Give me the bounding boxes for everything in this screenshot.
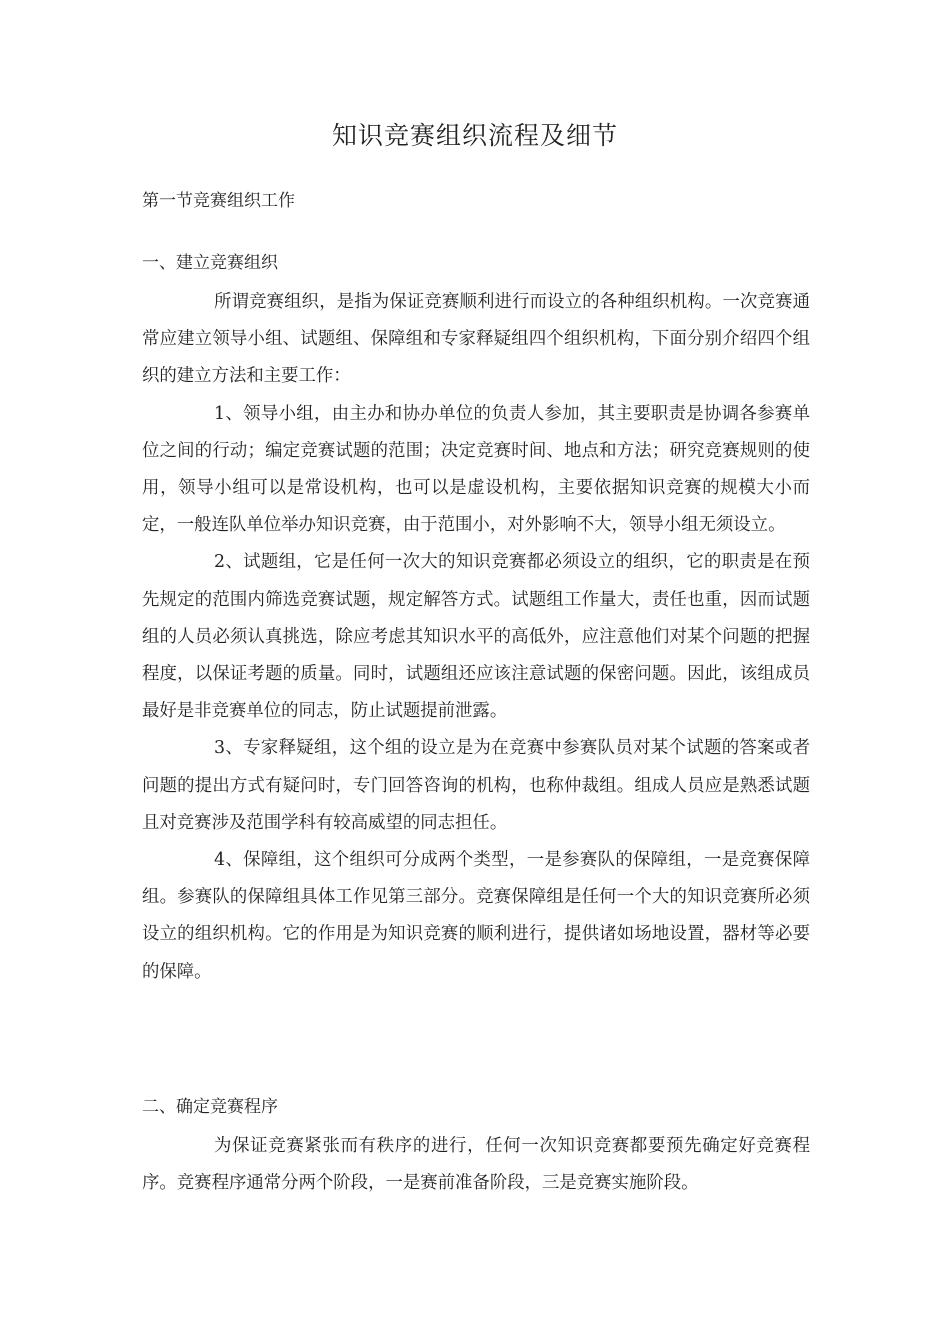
paragraph-support-group: 4、保障组，这个组织可分成两个类型，一是参赛队的保障组，一是竞赛保障组。参赛队的保障组具体工作见第三部分。竞赛保障组是任何一个大的知识竞赛所必须设立的组织机构。它的作用是为知识竞赛的顺利进行，提供诸如场地设置，器材等必要的保障。 [142, 850, 810, 982]
paragraph-expert-group: 3、专家释疑组，这个组的设立是为在竞赛中参赛队员对某个试题的答案或者问题的提出方式有疑问时，专门回答咨询的机构，也称仲裁组。组成人员应是熟悉试题且对竞赛涉及范围学科有较高威望的同志担任。 [142, 738, 810, 833]
paragraph-procedure: 为保证竞赛紧张而有秩序的进行，任何一次知识竞赛都要预先确定好竞赛程序。竞赛程序通常分两个阶段，一是赛前准备阶段，三是竞赛实施阶段。 [142, 1136, 810, 1194]
part1-body [142, 284, 810, 991]
part1-heading: 一、建立竞赛组织 [142, 253, 278, 273]
paragraph-intro: 所谓竞赛组织，是指为保证竞赛顺利进行而设立的各种组织机构。一次竞赛通常应建立领导小组、试题组、保障组和专家释疑组四个组织机构，下面分别介绍四个组织的建立方法和主要工作： [142, 292, 810, 387]
part2-heading: 二、确定竞赛程序 [142, 1097, 278, 1117]
paragraph-leadership-group: 1、领导小组，由主办和协办单位的负责人参加，其主要职责是协调各参赛单位之间的行动；编定竞赛试题的范围；决定竞赛时间、地点和方法；研究竞赛规则的使用，领导小组可以是常设机构，也可以是虚设机构，主要依据知识竞赛的规模大小而定，一般连队单位举办知识竞赛，由于范围小，对外影响不大，领导小组无须设立。 [142, 403, 810, 536]
document-title: 知识竞赛组织流程及细节 [331, 121, 618, 150]
part2-body [142, 1128, 810, 1202]
paragraph-question-group: 2、试题组，它是任何一次大的知识竞赛都必须设立的组织，它的职责是在预先规定的范围内筛选竞赛试题，规定解答方式。试题组工作量大，责任也重，因而试题组的人员必须认真挑选，除应考虑其知识水平的高低外，应注意他们对某个问题的把握程度，以保证考题的质量。同时，试题组还应该注意试题的保密问题。因此，该组成员最好是非竞赛单位的同志，防止试题提前泄露。 [142, 552, 810, 722]
section-title: 第一节竞赛组织工作 [142, 191, 295, 211]
